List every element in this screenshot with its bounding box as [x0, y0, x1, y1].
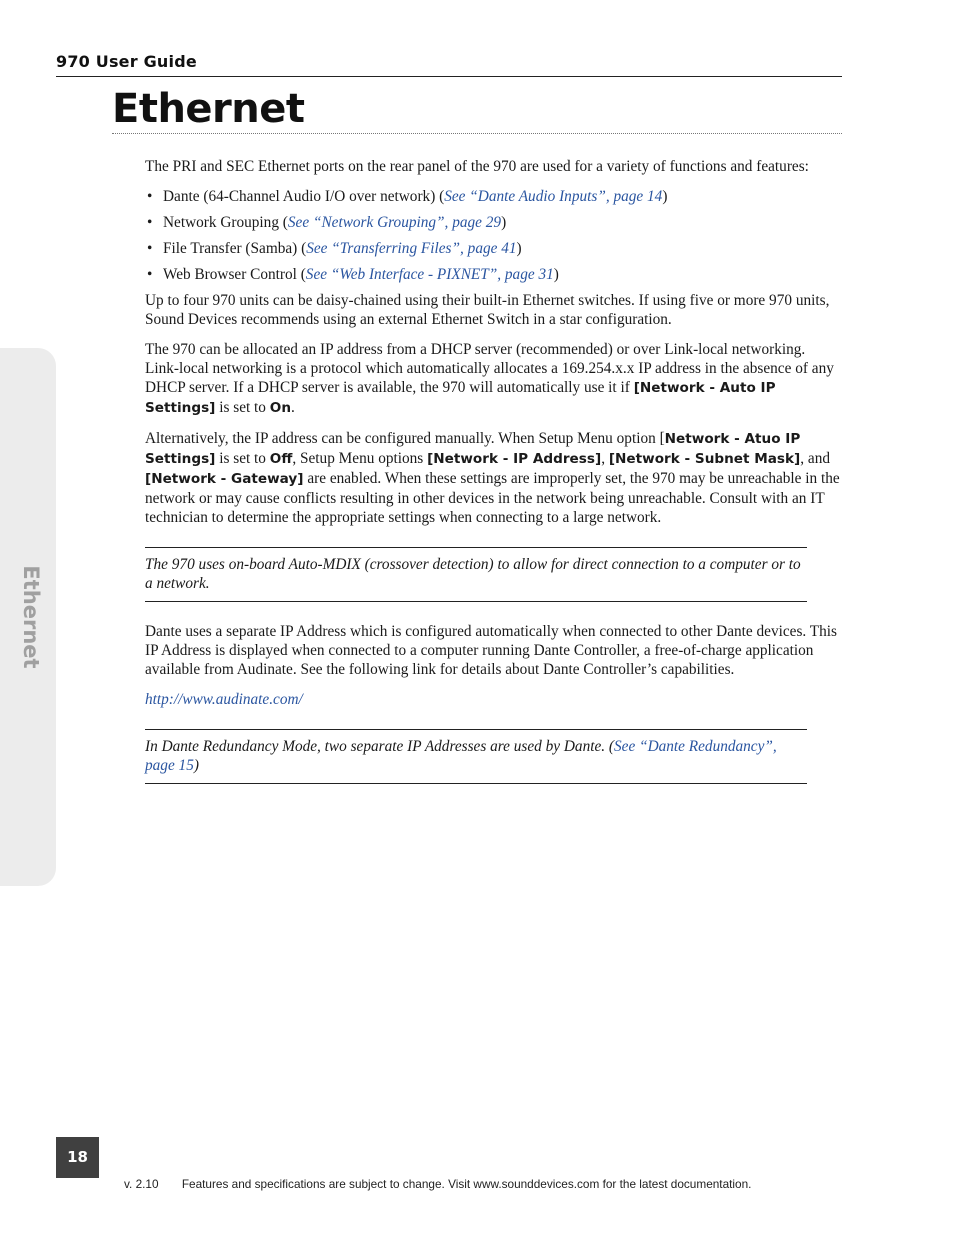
footer — [124, 1177, 751, 1191]
menu-setting-label: [Network - Auto IP Settings] — [145, 380, 776, 416]
manual-config-paragraph: Alternatively, the IP address can be configured manually. When Setup Menu option [Network - Atuo IP Settings] is set to Off, Setup Menu options [Network - IP Address], [Network - Subnet Mask], and [Network - Gateway] are enabled. When these settings are improperly set, the 970 may be unreachable in the network or may cause conflicts resulting in other devices in the network being unreachable. Consult with an IT technician to determine the appropriate settings when connecting to a large network. — [145, 430, 840, 526]
list-item: • Network Grouping (See “Network Grouping”, page 29) — [145, 213, 842, 232]
cross-reference-link[interactable]: See “Dante Redundancy”, page 15 — [145, 738, 777, 774]
cross-reference-link[interactable]: See “Transferring Files”, page 41 — [306, 240, 517, 257]
daisy-chain-paragraph: Up to four 970 units can be daisy-chained using their built-in Ethernet switches. If using five or more 970 units, Sound Devices recommends using an external Ethernet Switch in a star configuration. — [145, 292, 830, 328]
side-tab-label: Ethernet — [19, 565, 43, 669]
cross-reference-link[interactable]: See “Network Grouping”, page 29 — [287, 214, 502, 231]
cross-reference-link[interactable]: See “Web Interface - PIXNET”, page 31 — [305, 266, 554, 283]
version-label: v. 2.10 — [124, 1177, 159, 1191]
menu-setting-label: Network - Atuo IP Settings] — [145, 431, 801, 467]
list-item: • Web Browser Control (See “Web Interface - PIXNET”, page 31) — [145, 265, 842, 284]
page-title: Ethernet — [112, 84, 842, 134]
audinate-link-paragraph — [145, 690, 842, 709]
note-box-mdix — [145, 547, 807, 602]
footer-notice: Features and specifications are subject to change. Visit www.sounddevices.com for the latest documentation. — [181, 1177, 752, 1191]
intro-paragraph: The PRI and SEC Ethernet ports on the rear panel of the 970 are used for a variety of functions and features: — [145, 158, 809, 175]
content-body — [145, 157, 842, 804]
note-text: The 970 uses on-board Auto-MDIX (crossover detection) to allow for direct connection to a computer or to a network. — [145, 556, 801, 592]
cross-reference-link[interactable]: See “Dante Audio Inputs”, page 14 — [444, 188, 663, 205]
dhcp-paragraph: The 970 can be allocated an IP address from a DHCP server (recommended) or over Link-local networking. Link-local networking is a protocol which automatically allocates a 169.254.x.x IP address in the absence of any DHCP server. If a DHCP server is available, the 970 will automatically use it if [Network - Auto IP Settings] is set to On. — [145, 341, 834, 416]
list-item: • File Transfer (Samba) (See “Transferring Files”, page 41) — [145, 239, 842, 258]
audinate-link[interactable]: http://www.audinate.com/ — [145, 691, 303, 708]
dante-ip-paragraph: Dante uses a separate IP Address which is configured automatically when connected to other Dante devices. This IP Address is displayed when connected to a computer running Dante Controller, a free-of-charge application available from Audinate. See the following link for details about Dante Controller’s capabilities. — [145, 623, 837, 678]
setting-value: On — [269, 400, 292, 416]
note-text: In Dante Redundancy Mode, two separate IP Addresses are used by Dante. (See “Dante Redundancy”, page 15) — [145, 738, 777, 774]
setting-value: Off — [269, 451, 293, 467]
page-number-box: 18 — [56, 1137, 99, 1178]
menu-setting-label: [Network - Gateway] — [145, 471, 304, 487]
list-item: • Dante (64-Channel Audio I/O over network) (See “Dante Audio Inputs”, page 14) — [145, 187, 842, 206]
feature-list — [145, 187, 842, 284]
menu-setting-label: [Network - Subnet Mask] — [608, 451, 801, 467]
menu-setting-label: [Network - IP Address] — [427, 451, 602, 467]
document-header — [56, 52, 842, 77]
guide-title: 970 User Guide — [56, 52, 197, 71]
note-box-redundancy — [145, 729, 807, 784]
